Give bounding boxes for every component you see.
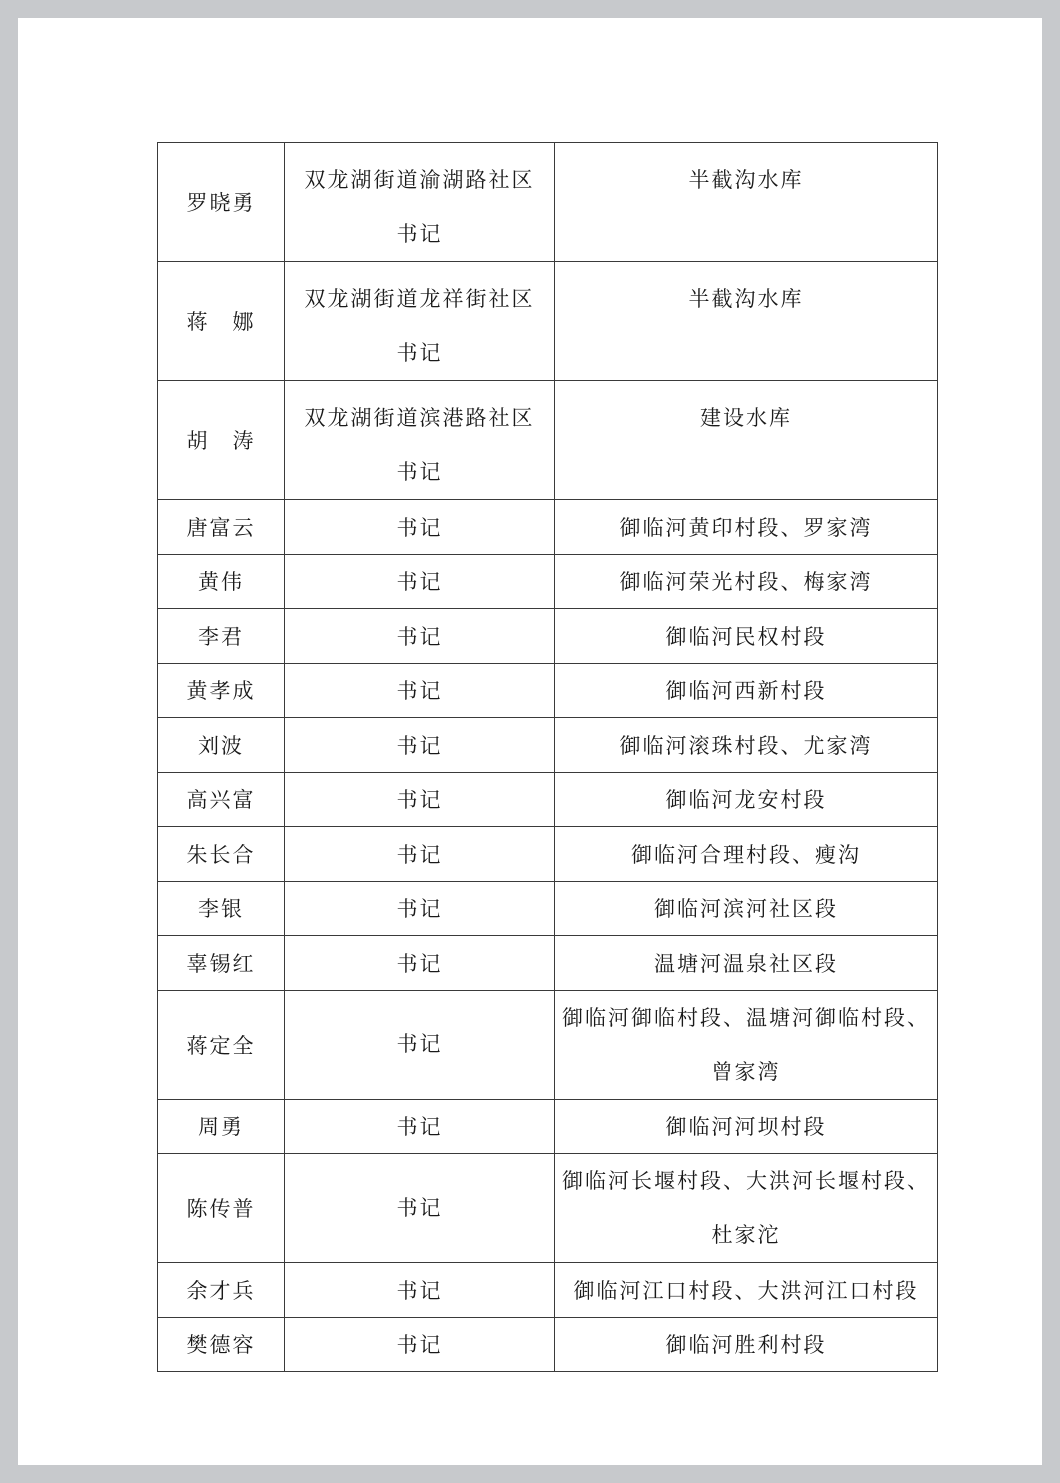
table-row (158, 881, 938, 936)
position-cell: 书记 (285, 1154, 555, 1263)
table-row (158, 143, 938, 262)
table-row (158, 772, 938, 827)
document-page (18, 18, 1042, 1465)
assigned-area-cell (555, 262, 938, 381)
person-name: 陈传普 (158, 1154, 285, 1263)
position-cell: 书记 (285, 881, 555, 936)
assigned-area-cell: 御临河龙安村段 (555, 772, 938, 827)
table-row (158, 262, 938, 381)
person-name: 余才兵 (158, 1263, 285, 1318)
assigned-area-line: 御临河御临村段、温塘河御临村段、 (562, 1005, 930, 1030)
table-row (158, 936, 938, 991)
assigned-area-cell (555, 143, 938, 262)
person-name: 周勇 (158, 1099, 285, 1154)
person-name: 高兴富 (158, 772, 285, 827)
person-name: 辜锡红 (158, 936, 285, 991)
assigned-area-cell: 御临河黄印村段、罗家湾 (555, 500, 938, 555)
person-name: 樊德容 (158, 1317, 285, 1372)
assigned-area-cell: 御临河江口村段、大洪河江口村段 (555, 1263, 938, 1318)
person-name: 黄伟 (158, 554, 285, 609)
table-row (158, 718, 938, 773)
person-name: 胡 涛 (158, 381, 285, 500)
person-name: 李君 (158, 609, 285, 664)
person-name: 唐富云 (158, 500, 285, 555)
table-row (158, 1317, 938, 1372)
assigned-area-cell: 御临河河坝村段 (555, 1099, 938, 1154)
position-cell: 书记 (285, 554, 555, 609)
position-cell: 书记 (285, 990, 555, 1099)
assigned-area-line: 御临河长堰村段、大洪河长堰村段、 (562, 1169, 930, 1193)
position-line: 书记 (396, 341, 443, 365)
assigned-area-line: 杜家沱 (711, 1223, 781, 1247)
responsibility-table (157, 142, 938, 1372)
person-name: 罗晓勇 (158, 143, 285, 262)
assigned-area-cell: 温塘河温泉社区段 (555, 936, 938, 991)
person-name: 刘波 (158, 718, 285, 773)
person-name: 李银 (158, 881, 285, 936)
assigned-area-line: 半截沟水库 (688, 287, 804, 311)
person-name: 朱长合 (158, 827, 285, 882)
position-cell: 书记 (285, 1317, 555, 1372)
assigned-area-cell (555, 381, 938, 500)
position-line: 书记 (396, 222, 443, 246)
position-cell: 书记 (285, 936, 555, 991)
assigned-area-line: 曾家湾 (711, 1059, 781, 1084)
assigned-area-cell: 御临河滚珠村段、尤家湾 (555, 718, 938, 773)
position-line: 双龙湖街道滨港路社区 (304, 406, 535, 430)
assigned-area-line: 半截沟水库 (688, 168, 804, 192)
position-line: 书记 (396, 460, 443, 484)
table-row (158, 1263, 938, 1318)
position-cell: 书记 (285, 1263, 555, 1318)
table-row (158, 609, 938, 664)
table-row (158, 663, 938, 718)
assigned-area-cell: 御临河合理村段、瘦沟 (555, 827, 938, 882)
position-cell: 书记 (285, 663, 555, 718)
position-line: 双龙湖街道渝湖路社区 (304, 168, 535, 192)
table-row (158, 1099, 938, 1154)
position-cell (285, 262, 555, 381)
position-cell: 书记 (285, 827, 555, 882)
assigned-area-cell: 御临河西新村段 (555, 663, 938, 718)
table-row (158, 990, 938, 1099)
assigned-area-cell: 御临河滨河社区段 (555, 881, 938, 936)
table-row (158, 827, 938, 882)
assigned-area-cell (555, 1154, 938, 1263)
position-cell: 书记 (285, 609, 555, 664)
assigned-area-line: 建设水库 (700, 406, 792, 430)
position-line: 双龙湖街道龙祥街社区 (304, 287, 535, 311)
table-row (158, 554, 938, 609)
assigned-area-cell: 御临河荣光村段、梅家湾 (555, 554, 938, 609)
assigned-area-cell: 御临河民权村段 (555, 609, 938, 664)
person-name: 黄孝成 (158, 663, 285, 718)
person-name: 蒋定全 (158, 990, 285, 1099)
table-row (158, 381, 938, 500)
table-row (158, 500, 938, 555)
table-row (158, 1154, 938, 1263)
position-cell: 书记 (285, 1099, 555, 1154)
position-cell: 书记 (285, 718, 555, 773)
position-cell: 书记 (285, 772, 555, 827)
position-cell: 书记 (285, 500, 555, 555)
assigned-area-cell: 御临河胜利村段 (555, 1317, 938, 1372)
assigned-area-cell (555, 990, 938, 1099)
person-name: 蒋 娜 (158, 262, 285, 381)
position-cell (285, 381, 555, 500)
position-cell (285, 143, 555, 262)
